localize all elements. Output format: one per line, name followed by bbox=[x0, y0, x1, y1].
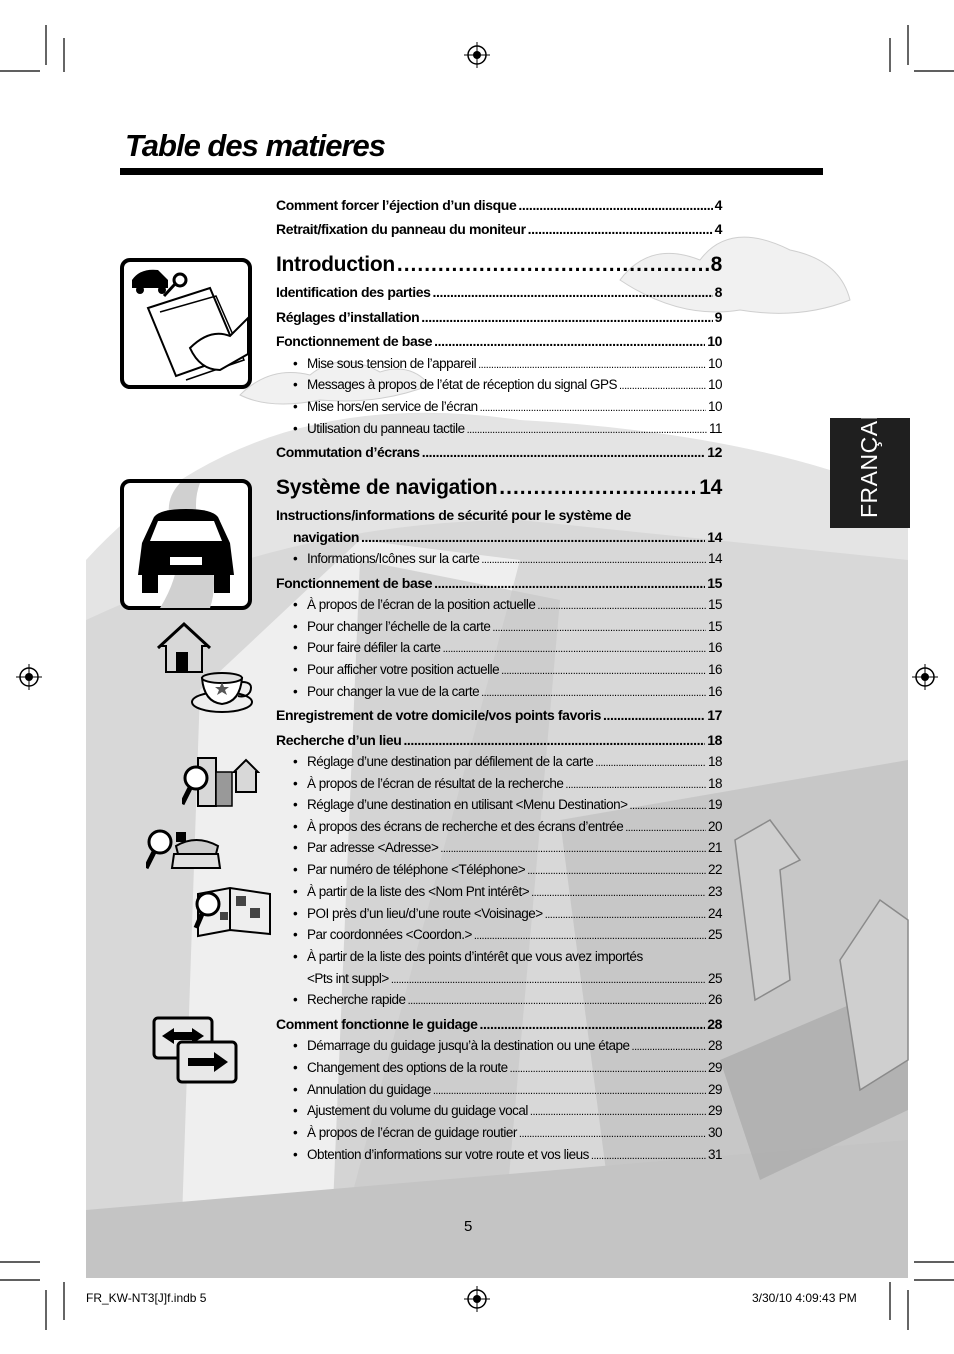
introduction-icon bbox=[120, 258, 252, 389]
toc-subentry[interactable]: • Par coordonnées <Coordon.> ..... 25 bbox=[293, 927, 722, 944]
toc-subentry[interactable]: • Changement des options de la route ..... 29 bbox=[293, 1060, 722, 1077]
registration-mark-icon bbox=[912, 664, 938, 690]
toc-subentry[interactable]: • Réglage d’une destination en utilisant <Menu Destination> ..... 19 bbox=[293, 797, 722, 814]
toc-subentry[interactable]: • À propos de l’écran de la position actuelle ..... 15 bbox=[293, 597, 722, 614]
toc-subentry-line1[interactable]: • À partir de la liste des points d’intérêt que vous avez importés bbox=[293, 949, 643, 964]
toc-subentry[interactable]: • Mise hors/en service de l’écran ..... 10 bbox=[293, 399, 722, 416]
route-guidance-arrows-icon bbox=[152, 1016, 240, 1086]
toc-subentry[interactable]: • Messages à propos de l’état de réception du signal GPS ..... 10 bbox=[293, 377, 722, 394]
toc-entry[interactable]: Comment fonctionne le guidage ..... 28 bbox=[276, 1016, 722, 1034]
registration-mark-icon bbox=[464, 1286, 490, 1312]
toc-subentry[interactable]: • Par adresse <Adresse> ..... 21 bbox=[293, 840, 722, 857]
title-rule bbox=[120, 168, 823, 175]
search-map-icon bbox=[190, 884, 272, 940]
toc-subentry[interactable]: <Pts int suppl> ..... 25 bbox=[307, 971, 722, 988]
toc-subentry[interactable]: • Ajustement du volume du guidage vocal ..... 29 bbox=[293, 1103, 722, 1120]
toc-entry-line1[interactable]: Instructions/informations de sécurité pour le système de bbox=[276, 507, 631, 523]
toc-entry[interactable]: Comment forcer l’éjection d’un disque ..... 4 bbox=[276, 197, 722, 215]
footer-timestamp: 3/30/10 4:09:43 PM bbox=[752, 1291, 857, 1305]
toc-subentry[interactable]: • Pour changer la vue de la carte ..... 16 bbox=[293, 684, 722, 701]
registration-mark-icon bbox=[464, 42, 490, 68]
page-number: 5 bbox=[464, 1218, 473, 1235]
toc-section-heading[interactable]: Système de navigation ..... 14 bbox=[276, 476, 722, 502]
toc-subentry[interactable]: • Mise sous tension de l’appareil ..... 10 bbox=[293, 356, 722, 373]
toc-subentry[interactable]: • À propos de l’écran de résultat de la recherche ..... 18 bbox=[293, 776, 722, 793]
toc-entry[interactable]: Enregistrement de votre domicile/vos points favoris ..... 17 bbox=[276, 707, 722, 725]
toc-subentry[interactable]: • Démarrage du guidage jusqu’à la destination ou une étape ..... 28 bbox=[293, 1038, 722, 1055]
toc-entry[interactable]: Réglages d’installation ..... 9 bbox=[276, 309, 722, 327]
toc-subentry[interactable]: • Informations/Icônes sur la carte ..... 14 bbox=[293, 551, 722, 568]
toc-subentry[interactable]: • À propos de l’écran de guidage routier ..... 30 bbox=[293, 1125, 722, 1142]
toc-subentry[interactable]: • Pour changer l’échelle de la carte ..... 15 bbox=[293, 619, 722, 636]
footer-file-name: FR_KW-NT3[J]f.indb 5 bbox=[86, 1291, 207, 1305]
toc-entry[interactable]: Commutation d’écrans ..... 12 bbox=[276, 444, 722, 462]
language-tab bbox=[830, 397, 910, 528]
toc-section-heading[interactable]: Introduction ..... 8 bbox=[276, 253, 722, 279]
toc-subentry[interactable]: • POI près d’un lieu/d’une route <Voisinage> ..... 24 bbox=[293, 906, 722, 923]
toc-subentry[interactable]: • Pour faire défiler la carte ..... 16 bbox=[293, 640, 722, 657]
toc-entry[interactable]: Fonctionnement de base ..... 10 bbox=[276, 333, 722, 351]
toc-entry[interactable]: navigation ..... 14 bbox=[293, 529, 722, 547]
navigation-car-icon bbox=[120, 479, 252, 610]
toc-entry[interactable]: Fonctionnement de base ..... 15 bbox=[276, 575, 722, 593]
toc-subentry[interactable]: • Par numéro de téléphone <Téléphone> ..... 22 bbox=[293, 862, 722, 879]
toc-entry[interactable]: Recherche d’un lieu ..... 18 bbox=[276, 732, 722, 750]
toc-subentry[interactable]: • Annulation du guidage ..... 29 bbox=[293, 1082, 722, 1099]
search-phone-icon bbox=[146, 828, 224, 872]
toc-subentry[interactable]: • À partir de la liste des <Nom Pnt intérêt> ..... 23 bbox=[293, 884, 722, 901]
toc-subentry[interactable]: • Pour afficher votre position actuelle ..... 16 bbox=[293, 662, 722, 679]
toc-subentry[interactable]: • À propos des écrans de recherche et des écrans d’entrée ..... 20 bbox=[293, 819, 722, 836]
toc-subentry[interactable]: • Utilisation du panneau tactile ..... 11 bbox=[293, 421, 722, 438]
favorites-cup-icon bbox=[190, 668, 258, 714]
toc-subentry[interactable]: • Réglage d’une destination par défilement de la carte ..... 18 bbox=[293, 754, 722, 771]
toc-subentry[interactable]: • Obtention d’informations sur votre route et vos lieus ..... 31 bbox=[293, 1147, 722, 1164]
toc-entry[interactable]: Retrait/fixation du panneau du moniteur ..... 4 bbox=[276, 221, 722, 239]
page-title: Table des matieres bbox=[125, 128, 385, 163]
toc-entry[interactable]: Identification des parties ..... 8 bbox=[276, 284, 722, 302]
registration-mark-icon bbox=[16, 664, 42, 690]
language-tab-label: FRANÇAIS bbox=[856, 397, 882, 518]
search-buildings-icon bbox=[182, 754, 260, 810]
toc-subentry[interactable]: • Recherche rapide ..... 26 bbox=[293, 992, 722, 1009]
